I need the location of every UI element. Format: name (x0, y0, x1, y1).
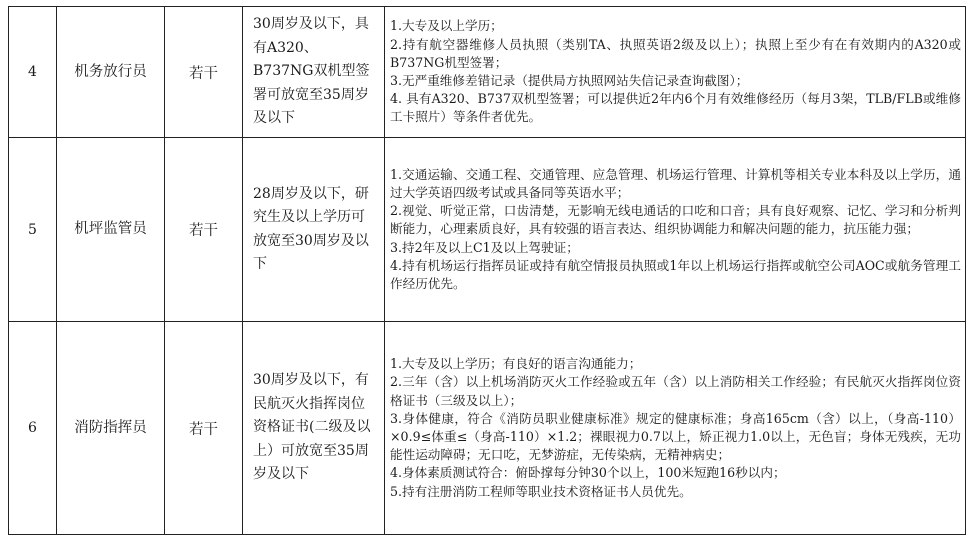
age-requirement: 30周岁及以下，具有A320、B737NG双机型签署可放宽至35周岁及以下 (243, 7, 385, 138)
requirement-item: 4.身体素质测试符合：俯卧撑每分钟30个以上，100米短跑16秒以内； (390, 465, 786, 481)
requirement-item: 2.视觉、听觉正常，口齿清楚，无影响无线电通话的口吃和口音；具有良好观察、记忆、学习和分析判断能力，心理素质良好，具有较强的语言表达、组织协调能力和解决问题的能力，抗压能力强； (390, 203, 961, 237)
headcount: 若干 (165, 138, 243, 322)
table-row (9, 322, 966, 535)
requirement-item: 5.持有注册消防工程师等职业技术资格证书人员优先。 (390, 483, 692, 499)
requirement-item: 4. 具有A320、B737双机型签署；可以提供近2年内6个月有效维修经历（每月3架，TLB/FLB或维修工卡照片）等条件者优先。 (390, 91, 961, 125)
age-requirement: 30周岁及以下，有民航灭火指挥岗位资格证书(二级及以上）可放宽至35周岁及以下 (243, 322, 385, 535)
job-title: 机坪监管员 (57, 138, 165, 322)
row-index: 6 (9, 322, 57, 535)
recruitment-table (8, 6, 966, 535)
headcount: 若干 (165, 322, 243, 535)
requirement-item: 3.无严重维修差错记录（提供局方执照网站失信记录查询截图）； (390, 73, 749, 88)
row-index: 4 (9, 7, 57, 138)
row-index: 5 (9, 138, 57, 322)
requirements-cell (385, 322, 966, 535)
age-requirement: 28周岁及以下，研究生及以上学历可放宽至30周岁及以下 (243, 138, 385, 322)
requirement-item: 1.大专及以上学历； (390, 18, 503, 34)
job-title: 消防指挥员 (57, 322, 165, 535)
requirement-item: 1.大专及以上学历；有良好的语言沟通能力； (390, 356, 642, 372)
requirements-cell (385, 138, 966, 322)
headcount: 若干 (165, 7, 243, 138)
requirement-item: 4.持有机场运行指挥员证或持有航空情报员执照或1年以上机场运行指挥或航空公司AOC或航务管理工作经历优先。 (390, 257, 961, 291)
requirement-item: 2.持有航空器维修人员执照（类别TA、执照英语2级及以上）；执照上至少有在有效期内的A320或B737NG机型签署； (390, 36, 961, 70)
requirement-item: 1.交通运输、交通工程、交通管理、应急管理、机场运行管理、计算机等相关专业本科及以上学历，通过大学英语四级考试或具备同等英语水平； (390, 166, 961, 200)
table-row (9, 7, 966, 138)
requirement-item: 3.持2年及以上C1及以上驾驶证； (390, 239, 579, 255)
table-row (9, 138, 966, 322)
job-title: 机务放行员 (57, 7, 165, 138)
requirement-item: 3.身体健康，符合《消防员职业健康标准》规定的健康标准；身高165cm（含）以上，（身高-110）×0.9≤体重≤（身高-110）×1.2；裸眼视力0.7以上，矫正视力1.0以上，无色盲；身体无残疾，无功能性运动障碍；无口吃，无梦游症，无传染病，无精神病史； (390, 410, 961, 463)
requirement-item: 2.三年（含）以上机场消防灭火工作经验或五年（含）以上消防相关工作经验；有民航灭火指挥岗位资格证书（三级及以上）； (390, 374, 961, 408)
requirements-cell (385, 7, 966, 138)
